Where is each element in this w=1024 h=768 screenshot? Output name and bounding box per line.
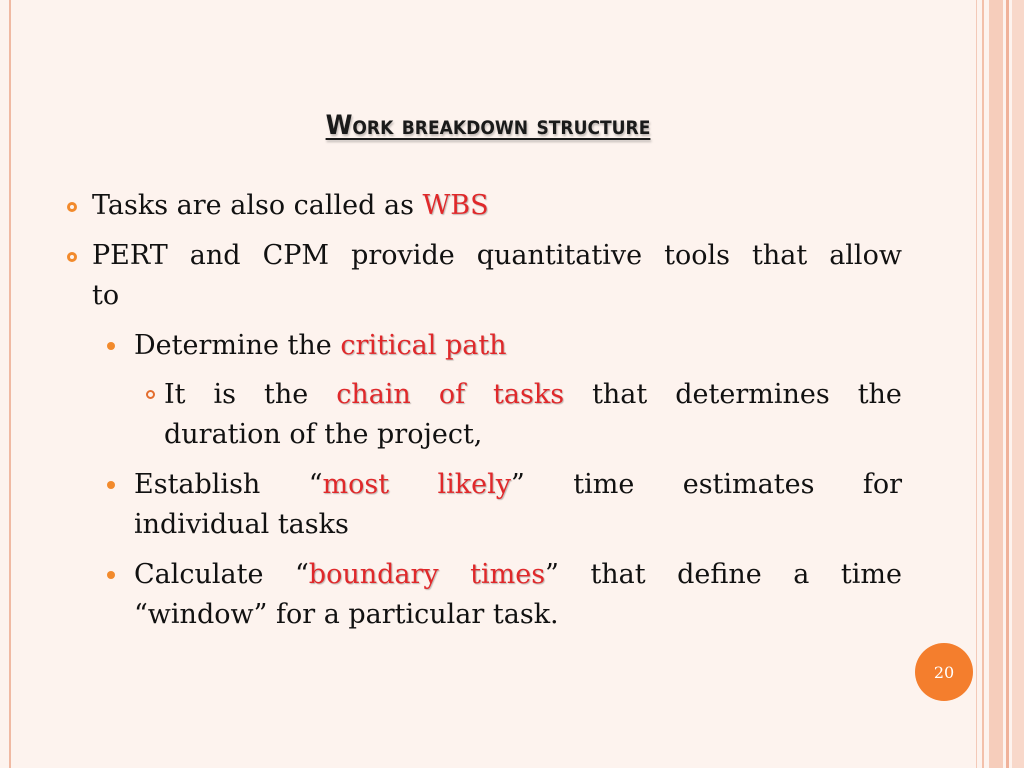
word: a <box>793 559 810 590</box>
sub-bullet-1 <box>134 326 507 366</box>
sub-bullet-dot-icon <box>107 571 115 579</box>
word: provide <box>351 240 455 271</box>
quoted-phrase-part: “most <box>308 469 390 500</box>
word: tools <box>664 240 730 271</box>
word: and <box>189 240 241 271</box>
quoted-phrase-part: “boundary <box>294 559 439 590</box>
bullet-ring-icon <box>67 202 77 212</box>
word: time <box>840 559 902 590</box>
bullet-1-highlight: WBS <box>422 190 489 221</box>
word: that <box>592 379 648 410</box>
word: that <box>590 559 646 590</box>
word: CPM <box>262 240 330 271</box>
quoted-phrase-part: likely” <box>437 469 525 500</box>
word: for <box>862 469 902 500</box>
word: the <box>263 379 309 410</box>
page-number-badge: 20 <box>915 643 973 701</box>
sub-bullet-3-line-1 <box>134 555 902 595</box>
word: allow <box>829 240 902 271</box>
word: Calculate <box>134 559 264 590</box>
slide-title: Work breakdown structure <box>325 110 651 141</box>
word: define <box>677 559 762 590</box>
highlight-word: of <box>438 379 466 410</box>
bullet-2-line-2: to <box>92 280 120 311</box>
sub-bullet-2-line-2: individual tasks <box>134 509 349 540</box>
sub-bullet-1-highlight: critical path <box>340 330 507 361</box>
frame-right-stripes <box>976 0 1024 768</box>
word: quantitative <box>476 240 643 271</box>
sub-bullet-dot-icon <box>107 481 115 489</box>
word: estimates <box>682 469 815 500</box>
highlight-word: chain <box>336 379 411 410</box>
word: that <box>751 240 808 271</box>
word: the <box>857 379 902 410</box>
sub-bullet-dot-icon <box>107 342 115 350</box>
bullet-1 <box>92 186 489 226</box>
subsub-bullet-1-line-1 <box>164 375 902 415</box>
word: time <box>573 469 635 500</box>
word: PERT <box>92 240 168 271</box>
quoted-phrase-part: times” <box>470 559 559 590</box>
sub-bullet-2-line-1 <box>134 465 902 505</box>
word: determines <box>675 379 830 410</box>
bullet-ring-icon <box>67 252 77 262</box>
word: is <box>213 379 236 410</box>
bullet-2-line-1 <box>92 236 902 276</box>
sub-bullet-3-line-2: “window” for a particular task. <box>134 599 559 630</box>
subsub-bullet-1-line-2: duration of the project, <box>164 419 483 450</box>
bullet-1-text: Tasks are also called as <box>92 190 423 221</box>
sub-bullet-1-text: Determine the <box>134 330 341 361</box>
highlight-word: tasks <box>493 379 565 410</box>
word: Establish <box>134 469 261 500</box>
word: It <box>164 379 186 410</box>
subsub-bullet-ring-icon <box>146 390 155 399</box>
